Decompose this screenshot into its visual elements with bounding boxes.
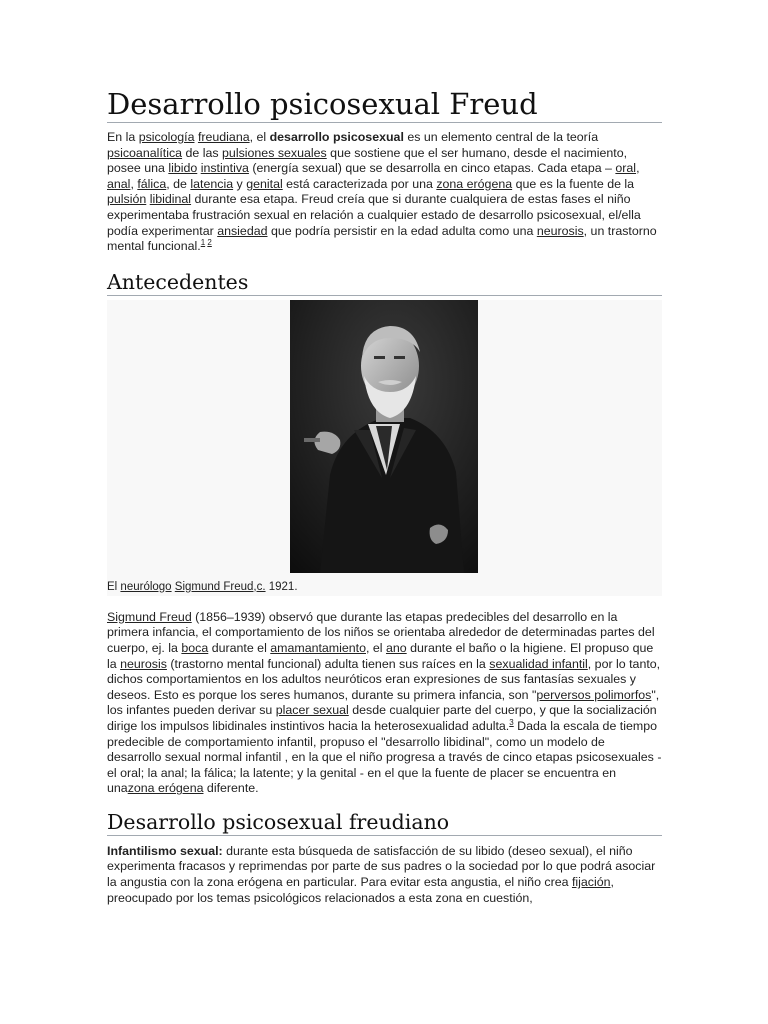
link-fijacion[interactable]: fijación — [571, 875, 611, 890]
link-zona-erogena[interactable]: zona erógena — [436, 176, 513, 191]
infantilismo-paragraph: Infantilismo sexual: durante esta búsqueda de satisfacción de su libido (deseo sexual), el niño experimenta fracasos y reprimendas por parte de sus padres o la sociedad por lo que podrá asociar la angustia con la zona erógena en particular. Para evitar esta angustia, el niño crea fijación, preocupado por los temas psicológicos relacionados a esta zona en cuestión, — [107, 843, 656, 905]
link-perversos-polimorfos[interactable]: perversos polimorfos — [536, 687, 652, 702]
link-neurosis-2[interactable]: neurosis — [120, 656, 167, 671]
link-libidinal[interactable]: libidinal — [149, 192, 192, 207]
link-sexualidad-infantil[interactable]: sexualidad infantil — [489, 656, 588, 671]
section-heading-antecedentes: Antecedentes — [107, 269, 662, 296]
link-ano[interactable]: ano — [385, 640, 407, 655]
link-falica[interactable]: fálica — [137, 176, 167, 191]
footnote-ref-3[interactable]: 3 — [509, 717, 514, 727]
footnote-ref-2[interactable]: 2 — [207, 238, 212, 248]
article-body — [107, 86, 662, 906]
link-instintiva[interactable]: instintiva — [200, 161, 249, 176]
link-boca[interactable]: boca — [181, 640, 209, 655]
figure-caption: El neurólogo Sigmund Freud,c. 1921. — [107, 580, 298, 593]
link-amamantamiento[interactable]: amamantamiento — [270, 640, 366, 655]
link-ansiedad[interactable]: ansiedad — [217, 223, 268, 238]
link-anal[interactable]: anal — [107, 176, 131, 191]
link-pulsiones-sexuales[interactable]: pulsiones sexuales — [222, 145, 327, 160]
footnote-ref-1[interactable]: 1 — [200, 238, 206, 248]
link-neurologo[interactable]: neurólogo — [120, 580, 172, 593]
bold-term-infantilismo: Infantilismo sexual: — [107, 843, 223, 858]
link-zona-erogena-2[interactable]: zona erógena — [127, 781, 204, 796]
link-libido[interactable]: libido — [168, 161, 198, 176]
link-placer-sexual[interactable]: placer sexual — [275, 703, 349, 718]
link-psicologia[interactable]: psicología — [138, 130, 195, 144]
link-sigmund-freud[interactable]: Sigmund Freud — [107, 609, 192, 624]
page-title: Desarrollo psicosexual Freud — [107, 86, 662, 123]
link-psicoanalitica[interactable]: psicoanalítica — [107, 145, 183, 160]
link-neurosis[interactable]: neurosis — [536, 223, 584, 238]
bio-paragraph: Sigmund Freud (1856–1939) observó que durante las etapas predecibles del desarrollo en la primera infancia, el comportamiento de los niños se orientaba alrededor de determinadas partes del cuerpo, ej. la boca durante el amamantamiento, el ano durante el baño o la higiene. El propuso que la neurosis (trastorno mental funcional) adulta tienen sus raíces en la sexualidad infantil, por lo tanto, dichos comportamientos en los adultos neuróticos eran expresiones de sus fantasías sexuales y deseos. Esto es porque los seres humanos, durante su primera infancia, son "perversos polimorfos", los infantes pueden derivar su placer sexual desde cualquier parte del cuerpo, y que la socialización dirige los impulsos libidinales instintivos hacia la heterosexualidad adulta.$^3$ Dada la escala de tiempo predecible de comportamiento infantil, propuso el "desarrollo libidinal", como un modelo de desarrollo sexual normal infantil , en la que el niño progresa a través de cinco etapas psicosexuales - el oral; la anal; la fálica; la latente; y la genital - en el que la fuente de placer se encuentra en unazona erógena diferente. — [107, 609, 662, 796]
bold-term: desarrollo psicosexual — [269, 130, 404, 144]
section-heading-freudiano: Desarrollo psicosexual freudiano — [107, 809, 662, 836]
link-freudiana[interactable]: freudiana — [197, 130, 250, 144]
intro-paragraph: En la psicología freudiana, el desarrollo psicosexual es un elemento central de la teoría psicoanalítica de las pulsiones sexuales que sostiene que el ser humano, desde el nacimiento, posee una libido instintiva (energía sexual) que se desarrolla en cinco etapas. Cada etapa – oral, anal, fálica, de latencia y genital está caracterizada por una zona erógena que es la fuente de la pulsión libidinal durante esa etapa. Freud creía que si durante cualquiera de estas fases el niño experimentaba frustración sexual en relación a cualquier estado de desarrollo psicosexual, el/ella podía experimentar ansiedad que podría persistir en la edad adulta como una neurosis, un trastorno mental funcional.$^{1 2}$ — [107, 130, 657, 254]
link-oral[interactable]: oral — [615, 161, 637, 176]
link-latencia[interactable]: latencia — [190, 176, 234, 191]
link-genital[interactable]: genital — [246, 176, 283, 191]
link-sigmund-freud-caption[interactable]: Sigmund Freud,c. — [174, 580, 266, 593]
link-pulsion[interactable]: pulsión — [107, 192, 147, 207]
freud-portrait-image[interactable] — [290, 300, 478, 573]
figure — [107, 300, 662, 596]
